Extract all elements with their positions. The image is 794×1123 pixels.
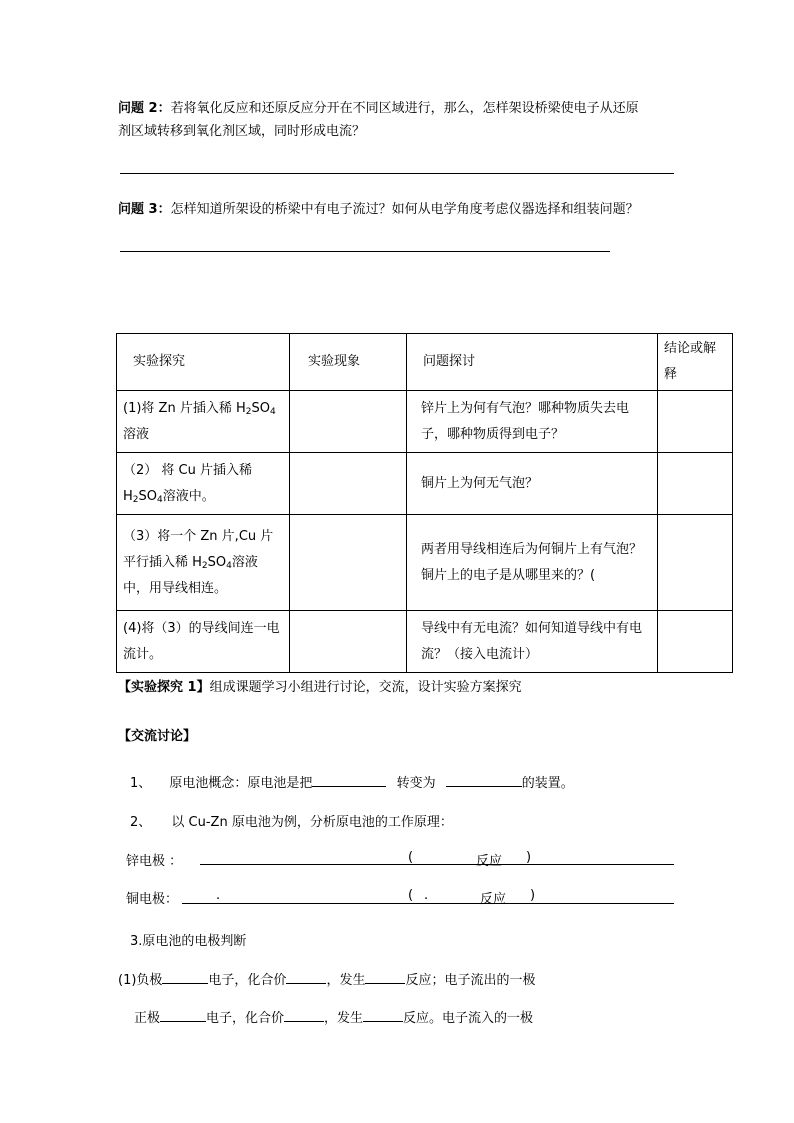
item-2-number: 2、 [130,815,152,830]
experiment-cell: (1)将 Zn 片插入稀 $H_2SO_4$溶液 [117,391,290,453]
negative-text-d: 反应；电子流出的一极 [405,973,536,988]
phenomenon-cell[interactable] [290,515,407,611]
explore-1-text: 组成课题学习小组进行讨论，交流，设计实验方案探究 [209,680,522,695]
item-1-text-a: 原电池概念：原电池是把 [169,776,313,791]
discussion-cell: 两者用导线相连后为何铜片上有气泡？铜片上的电子是从哪里来的？( [407,515,658,611]
question-3-label: 问题 3： [118,202,171,217]
positive-text-b: 电子，化合价 [206,1011,285,1026]
item-2-text: 以 Cu-Zn 原电池为例，分析原电池的工作原理： [171,815,453,830]
header-experiment: 实验探究 [117,334,290,391]
positive-electrode-line [134,1007,533,1026]
answer-line-q2[interactable] [120,173,674,174]
experiment-cell: (4)将（3）的导线间连一电流计。 [117,611,290,673]
blank-field[interactable] [284,1009,324,1022]
question-2-text-line2: 剂区域转移到氧化剂区域，同时形成电流？ [118,124,366,139]
question-2-line2 [118,120,365,139]
discussion-heading: 【交流讨论】 [118,729,197,744]
item-1-number: 1、 [130,776,152,791]
discussion-cell: 锌片上为何有气泡？哪种物质失去电子，哪种物质得到电子？ [407,391,658,453]
positive-text-c: ，发生 [324,1011,364,1026]
negative-label: (1)负极 [118,973,163,988]
conclusion-cell[interactable] [658,453,733,515]
table-header-row [117,334,733,391]
zinc-paren-open: ( [408,850,414,865]
copper-dot: . [424,888,429,903]
blank-field[interactable] [160,1009,206,1022]
negative-text-b: 电子，化合价 [208,973,287,988]
experiment-cell: （3）将一个 Zn 片,Cu 片平行插入稀 $H_2SO_4$溶液中，用导线相连。 [117,515,290,611]
question-2 [118,97,639,116]
copper-electrode-answer-line[interactable] [182,903,674,904]
table-row [117,515,733,611]
blank-field[interactable] [162,971,208,984]
table-row [117,453,733,515]
discussion-cell: 铜片上为何无气泡？ [407,453,658,515]
negative-electrode-line [118,969,535,988]
header-discussion: 问题探讨 [407,334,658,391]
zinc-paren-close: ) [526,850,532,865]
blank-field[interactable] [286,971,326,984]
zinc-electrode-answer-line[interactable] [200,864,674,865]
copper-paren-open: ( [408,888,414,903]
copper-electrode-label: 铜电极： [126,892,179,907]
blank-field[interactable] [365,971,405,984]
table-row [117,391,733,453]
conclusion-cell[interactable] [658,611,733,673]
header-conclusion: 结论或解释 [658,334,733,391]
conclusion-cell[interactable] [658,515,733,611]
answer-line-q3[interactable] [120,251,610,252]
blank-field[interactable] [363,1009,403,1022]
item-1-text-c: 的装置。 [521,776,574,791]
item-1-text-b: 转变为 [396,776,436,791]
positive-label: 正极 [134,1011,161,1026]
blank-field[interactable] [446,774,522,787]
copper-reaction-label: 反应 [480,892,507,907]
phenomenon-cell[interactable] [290,453,407,515]
phenomenon-cell[interactable] [290,611,407,673]
blank-field[interactable] [312,774,386,787]
question-2-text-line1: 若将氧化反应和还原反应分开在不同区域进行，那么，怎样架设桥梁使电子从还原 [170,101,639,116]
experiment-explore-1 [118,676,522,695]
electrode-judgement-heading: 3.原电池的电极判断 [130,934,247,949]
concept-item [130,772,574,791]
discussion-cell: 导线中有无电流？如何知道导线中有电流？（接入电流计） [407,611,658,673]
conclusion-cell[interactable] [658,391,733,453]
question-3-text: 怎样知道所架设的桥梁中有电子流过？如何从电学角度考虑仪器选择和组装问题？ [170,202,639,217]
experiment-cell: （2） 将 Cu 片插入稀 $H_2SO_4$溶液中。 [117,453,290,515]
positive-text-d: 反应。电子流入的一极 [403,1011,534,1026]
negative-text-c: ，发生 [326,973,366,988]
phenomenon-cell[interactable] [290,391,407,453]
zinc-electrode-label: 锌电极 ： [126,854,183,869]
zinc-reaction-label: 反应 [476,854,503,869]
experiment-table [116,333,733,673]
copper-paren-close: ) [530,888,536,903]
table-row [117,611,733,673]
principle-item [130,811,453,830]
question-3 [118,198,639,217]
question-2-label: 问题 2： [118,101,171,116]
copper-dot: . [216,888,221,903]
header-phenomenon: 实验现象 [290,334,407,391]
explore-1-label: 【实验探究 1】 [118,680,210,695]
